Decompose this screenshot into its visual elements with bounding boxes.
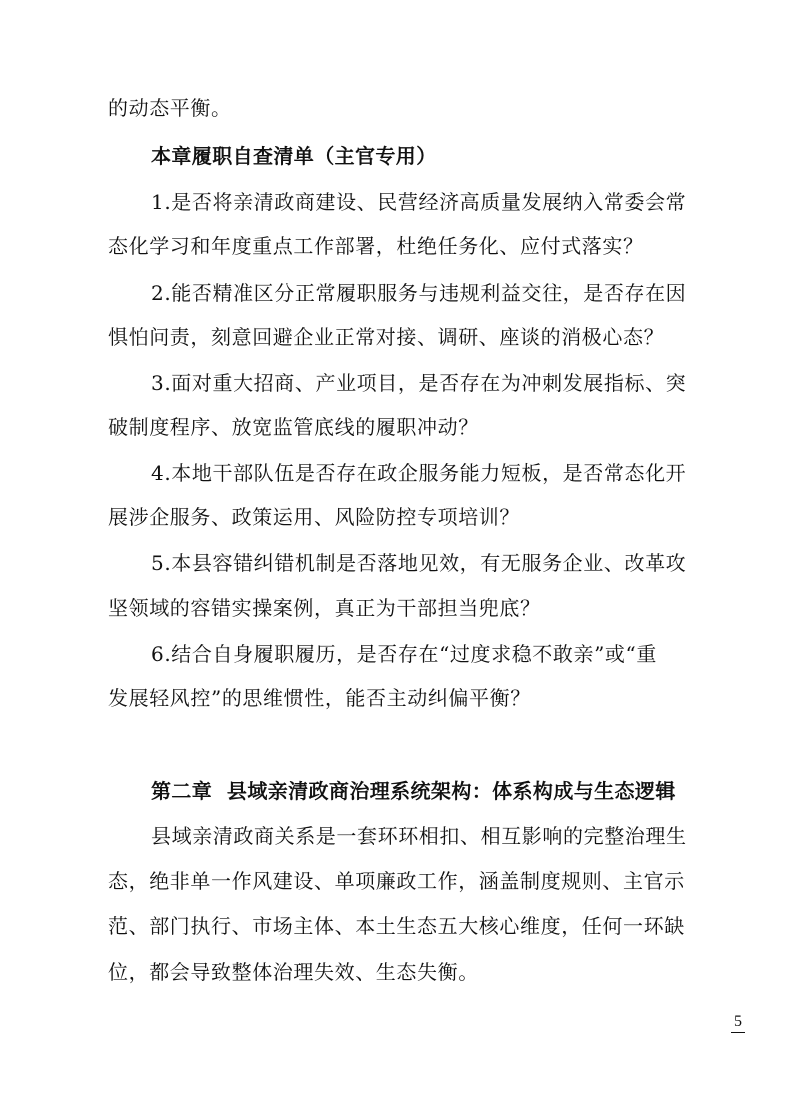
checklist-item-5-line-2: 坚领域的容错实操案例，真正为干部担当兜底？ — [108, 596, 541, 620]
checklist-item-6-line-2: 发展轻风控”的思维惯性，能否主动纠偏平衡？ — [108, 686, 531, 710]
checklist-item-3-line-1: 3.面对重大招商、产业项目，是否存在为冲刺发展指标、突 — [151, 371, 687, 395]
checklist-heading: 本章履职自查清单（主官专用） — [151, 144, 437, 168]
checklist-item-6-line-1: 6.结合自身履职履历，是否存在“过度求稳不敢亲”或“重 — [151, 642, 657, 666]
paragraph-continuation-line: 的动态平衡。 — [108, 96, 232, 120]
checklist-item-3-line-2: 破制度程序、放宽监管底线的履职冲动？ — [108, 415, 479, 439]
checklist-item-1-line-1: 1.是否将亲清政商建设、民营经济高质量发展纳入常委会常 — [151, 190, 687, 214]
checklist-item-1-line-2: 态化学习和年度重点工作部署，杜绝任务化、应付式落实？ — [108, 234, 644, 258]
checklist-item-5-line-1: 5.本县容错纠错机制是否落地见效，有无服务企业、改革攻 — [151, 551, 687, 575]
chapter-two-paragraph-line-1: 县域亲清政商关系是一套环环相扣、相互影响的完整治理生 — [151, 824, 687, 848]
chapter-two-paragraph-line-4: 位，都会导致整体治理失效、生态失衡。 — [108, 960, 479, 984]
checklist-item-4-line-1: 4.本地干部队伍是否存在政企服务能力短板，是否常态化开 — [151, 461, 687, 485]
checklist-item-4-line-2: 展涉企服务、政策运用、风险防控专项培训？ — [108, 505, 520, 529]
chapter-two-paragraph-line-3: 范、部门执行、市场主体、本土生态五大核心维度，任何一环缺 — [108, 914, 685, 938]
checklist-item-2-line-1: 2.能否精准区分正常履职服务与违规利益交往，是否存在因 — [151, 281, 687, 305]
chapter-two-heading: 第二章 县域亲清政商治理系统架构：体系构成与生态逻辑 — [151, 779, 676, 803]
checklist-item-2-line-2: 惧怕问责，刻意回避企业正常对接、调研、座谈的消极心态？ — [108, 325, 665, 349]
chapter-two-paragraph-line-2: 态，绝非单一作风建设、单项廉政工作，涵盖制度规则、主官示 — [108, 869, 685, 893]
page-number: 5 — [731, 1012, 745, 1033]
